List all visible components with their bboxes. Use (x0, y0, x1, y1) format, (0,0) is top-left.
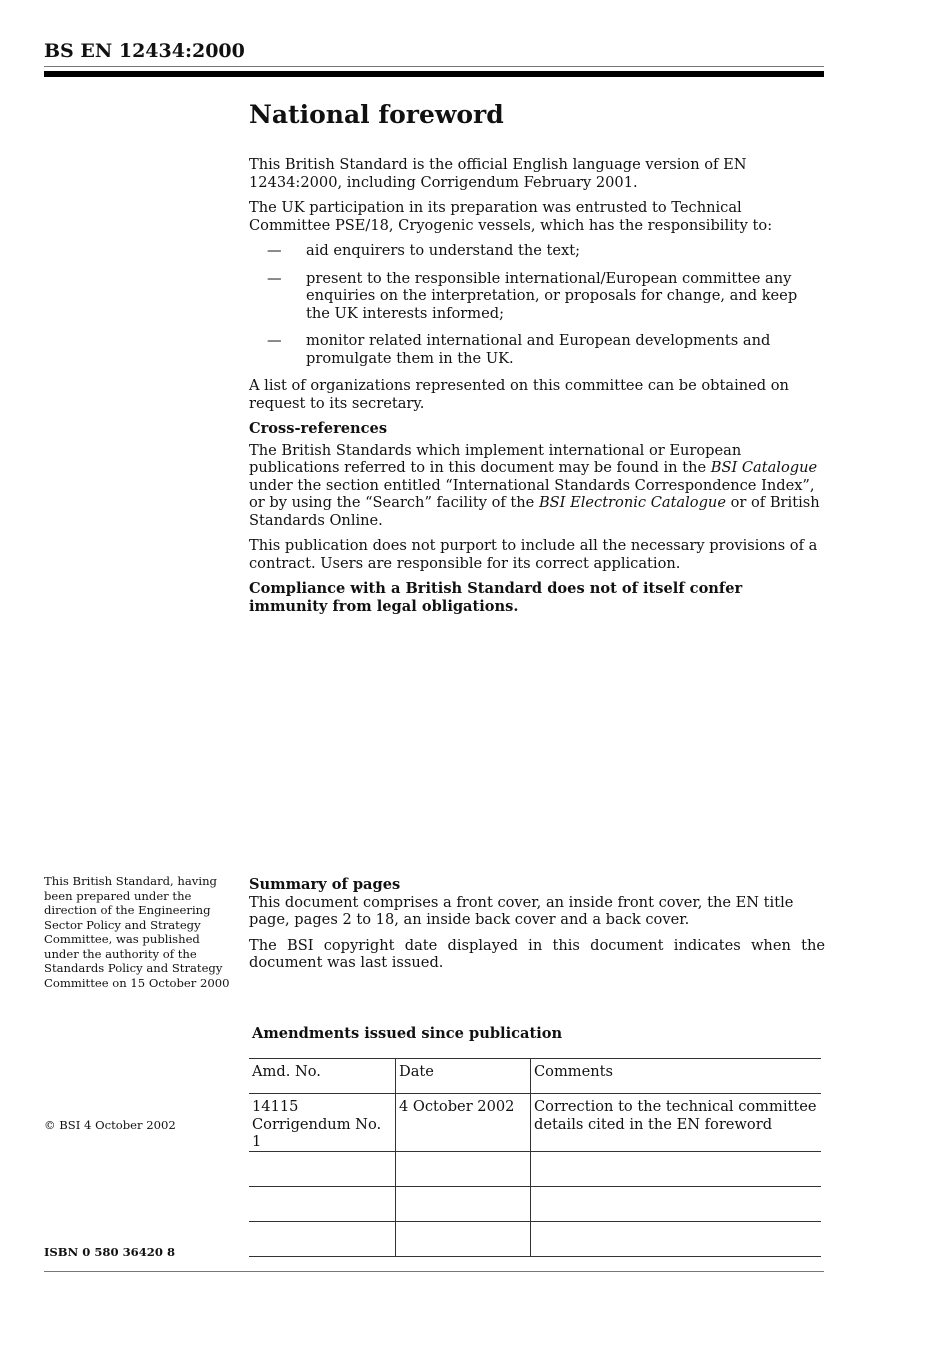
amd-no-corrigendum: Corrigendum No. 1 (252, 1115, 382, 1150)
organizations-paragraph: A list of organizations represented on this committee can be obtained on request to its secretary. (249, 377, 789, 412)
empty-cell (531, 1151, 822, 1186)
bsi-catalogue-ref: BSI Catalogue (710, 459, 818, 476)
summary-section (249, 876, 825, 980)
empty-cell (249, 1221, 396, 1256)
list-item-text: present to the responsible international/European committee any enquiries on the interpretation, or proposals for change, and keep the UK interests informed; (306, 269, 798, 322)
table-row-empty (249, 1151, 821, 1186)
cross-references-paragraph (249, 442, 825, 530)
column-header-date: Date (396, 1059, 531, 1094)
copyright-date-text (249, 937, 825, 972)
table-header-row (249, 1059, 821, 1094)
cross-ref-text-1: The British Standards which implement international or European publications referred to in this document may be found in the (249, 441, 742, 476)
empty-cell (396, 1151, 531, 1186)
column-header-comments: Comments (531, 1059, 822, 1094)
copyright-date-line-2: document was last issued. (249, 954, 444, 971)
header-rule-thick (44, 71, 824, 77)
column-header-amd-no: Amd. No. (249, 1059, 396, 1094)
empty-cell (531, 1221, 822, 1256)
amendments-table (249, 1058, 821, 1257)
provisions-paragraph: This publication does not purport to include all the necessary provisions of a contract. Users are responsible for its correct application. (249, 537, 818, 572)
empty-cell (396, 1186, 531, 1221)
responsibility-list (249, 242, 825, 367)
table-row-empty (249, 1186, 821, 1221)
date-cell: 4 October 2002 (396, 1094, 531, 1152)
page-title: National foreword (249, 100, 504, 129)
dash-bullet: — (267, 242, 282, 259)
amd-no-cell (249, 1094, 396, 1152)
empty-cell (249, 1151, 396, 1186)
isbn: ISBN 0 580 36420 8 (44, 1245, 176, 1259)
cross-ref-text-3: or of British Standards Online. (249, 494, 820, 529)
list-item-text: aid enquirers to understand the text; (306, 242, 581, 259)
compliance-statement: Compliance with a British Standard does not of itself confer immunity from legal obligations. (249, 580, 743, 615)
list-item (249, 270, 825, 323)
copyright-notice: © BSI 4 October 2002 (44, 1118, 176, 1132)
amendments-title: Amendments issued since publication (252, 1025, 563, 1042)
table-row-empty (249, 1221, 821, 1256)
publication-note: This British Standard, having been prepared under the direction of the Engineering Sector Policy and Strategy Committee, was published under the authority of the Standards Policy and Strategy Committee on 15 October 2000 (44, 874, 230, 990)
list-item (249, 242, 825, 260)
table-row (249, 1094, 821, 1152)
footer-rule (44, 1271, 824, 1272)
comments-cell: Correction to the technical committee details cited in the EN foreword (531, 1094, 822, 1152)
committee-paragraph: The UK participation in its preparation was entrusted to Technical Committee PSE/18, Cryogenic vessels, which has the responsibility to: (249, 199, 773, 234)
list-item-text: monitor related international and European developments and promulgate them in the UK. (306, 332, 771, 367)
summary-heading: Summary of pages (249, 876, 401, 893)
summary-text: This document comprises a front cover, an inside front cover, the EN title page, pages 2 to 18, an inside back cover and a back cover. (249, 893, 794, 928)
list-item (249, 332, 825, 367)
empty-cell (249, 1186, 396, 1221)
standard-code: BS EN 12434:2000 (44, 40, 245, 62)
intro-paragraph: This British Standard is the official English language version of EN 12434:2000, including Corrigendum February 2001. (249, 156, 747, 191)
national-foreword-section (249, 100, 825, 623)
dash-bullet: — (267, 269, 282, 287)
cross-ref-text-2: under the section entitled “International Standards Correspondence Index”, or by using the “Search” facility of the (249, 476, 815, 511)
header-rule-thin (44, 66, 824, 67)
copyright-date-line-1: The BSI copyright date displayed in this document indicates when the (249, 936, 825, 954)
dash-bullet: — (267, 332, 282, 349)
empty-cell (531, 1186, 822, 1221)
cross-references-heading: Cross-references (249, 420, 388, 437)
amd-no-number: 14115 (252, 1098, 299, 1115)
empty-cell (396, 1221, 531, 1256)
bsi-electronic-catalogue-ref: BSI Electronic Catalogue (538, 494, 726, 511)
